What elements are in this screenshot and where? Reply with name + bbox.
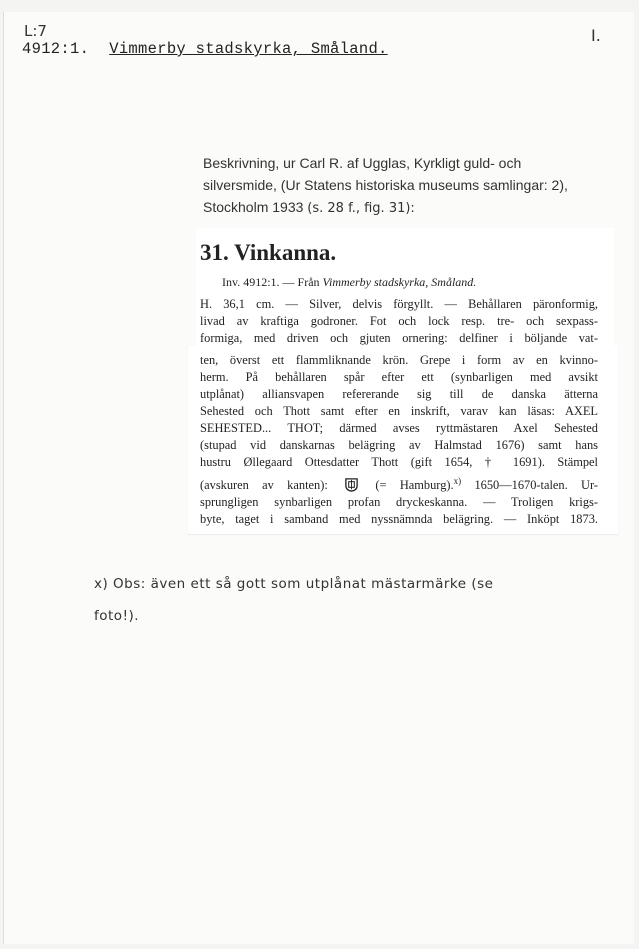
entry-line: H. 36,1 cm. — Silver, delvis förgyllt. — Behållaren päronformig, [200,297,598,311]
entry-line: utplånat) alliansvapen refererande sig till de danska ätterna [200,387,598,401]
footnote-line: foto!). [94,608,140,624]
handwritten-reference: (s. 28 f., fig. 31): [307,201,415,216]
entry-line: herm. På behållaren spår efter ett (synbarligen med avsikt [200,370,598,384]
entry-line: formiga, med driven och gjuten ornering: delfiner i böljande vat- [200,331,598,345]
page-number-mark: I. [591,26,601,45]
corner-mark: L:7 [24,22,47,40]
footnote-marker: x) [453,476,462,486]
entry-line: sprungligen synbarligen profan dryckeskanna. — Troligen krigs- [200,495,598,509]
entry-place: Vimmerby stadskyrka, Småland. [322,275,477,289]
entry-line: ten, överst ett flammliknande krön. Grepe i form av en kvinno- [200,353,598,367]
footnote-line: x) Obs: även ett så gott som utplånat mästarmärke (se [94,576,494,592]
description-line: silversmide, (Ur Statens historiska museums samlingar: 2), [203,177,568,193]
entry-inventory: Inv. 4912:1. — Från Vimmerby stadskyrka, Småland. [222,275,477,289]
entry-line: (stupad vid danskarnas belägring av Halmstad 1676) samt hans [200,438,598,452]
entry-line: SEHESTED... THOT; därmed avses ryttmästaren Axel Sehested [200,421,598,435]
inventory-number: 4912:1. [22,40,90,58]
entry-line: Sehested och Thott samt efter en inskrift, varav kan läsas: AXEL [200,404,598,418]
hamburg-stamp-icon [344,477,359,492]
entry-line: byte, taget i samband med nyssnämnda belägring. — Inköpt 1873. [200,512,598,526]
source-description [203,152,598,220]
card-header [22,40,388,58]
description-line: Stockholm 1933 (s. 28 f., fig. 31): [203,199,415,216]
entry-title: 31. Vinkanna. [200,240,337,265]
card-title: Vimmerby stadskyrka, Småland. [109,40,388,58]
entry-line: hustru Øllegaard Ottesdatter Thott (gift 1654, † 1691). Stämpel [200,455,598,469]
description-line: Beskrivning, ur Carl R. af Ugglas, Kyrkligt guld- och [203,155,522,171]
stamp-line: (avskuren av kanten): (= Hamburg).$^{x)}$ 1650—1670-talen. Ur- [200,476,598,493]
entry-line: livad av kraftiga godroner. Fot och lock resp. tre- och sexpass- [200,314,598,328]
handwritten-footnote [94,568,614,632]
